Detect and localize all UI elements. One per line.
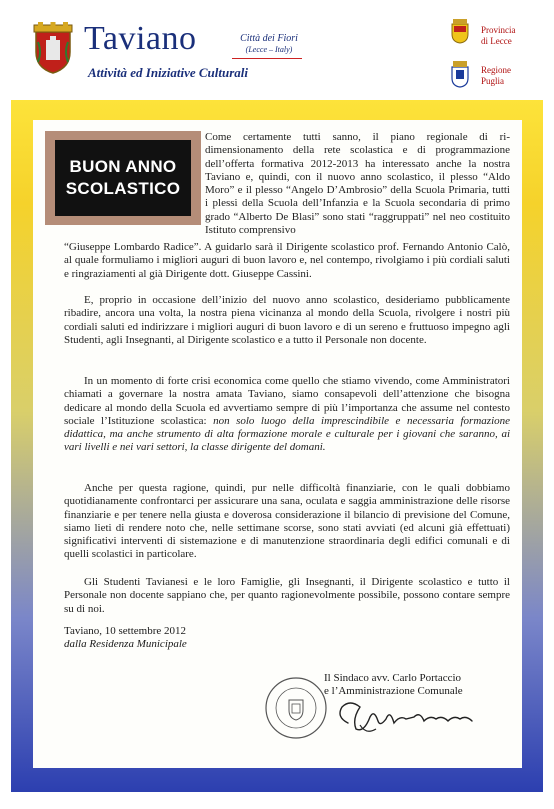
header-subtitle: Attività ed Iniziative Culturali <box>88 65 248 80</box>
paragraph-3-text: In un momento di forte crisi economica come quello che stiamo vivendo, come Amministratori chiamati a governare la nostra amata Taviano, siamo consapevoli dell’attenzione che bisogna dedicare al mondo della Scuola ed avvertiamo sempre di più l’importanza che assume nel contesto sociale l’Istituzione scolastica: <box>64 375 510 427</box>
paragraph-3 <box>64 375 510 455</box>
banner-image <box>45 131 201 225</box>
provincia-crest-icon <box>450 18 470 44</box>
banner-line-2: SCOLASTICO <box>65 179 181 198</box>
page-header <box>0 0 554 100</box>
header-divider <box>232 58 302 59</box>
paragraph-5: Gli Studenti Tavianesi e le loro Famiglie, gli Insegnanti, il Dirigente scolastico e tutto il Personale non docente sappiano che, per quanto ragionevolmente possibile, possono contare sempre su di noi. <box>64 576 510 615</box>
mayor-line: Il Sindaco avv. Carlo Portaccio <box>324 672 462 684</box>
provincia-label: Provincia di Lecce <box>481 25 516 46</box>
paragraph-4: Anche per questa ragione, quindi, pur nelle difficoltà finanziarie, con le quali dobbiamo quotidianamente confrontarci per assicurare una sana, oculata e saggia amministrazione delle risorse finanziarie e per tenere nella giusta e doverosa considerazione il bilancio di previsione del Comune, siamo lieti di rendere noto che, nelle settimane scorse, sono stati avviati (ed alcuni già effettuati) significativi interventi di sistemazione e di manutenzione straordinaria degli edifici comunali e di quelli scolastici in particolare. <box>64 482 510 561</box>
banner-line-1: BUON ANNO <box>69 157 177 176</box>
city-location: (Lecce – Italy) <box>245 45 293 54</box>
administration-line: e l’Amministrazione Comunale <box>324 685 463 697</box>
city-motto: Città dei Fiori <box>240 33 298 44</box>
date-line: Taviano, 10 settembre 2012 <box>64 625 187 637</box>
town-crest-icon <box>32 22 74 74</box>
paragraph-3-italic: non solo luogo della imprescindibile e necessaria formazione didattica, ma anche strumento di alta formazione morale e culturale per i giovani che saranno, ai vari livelli e nei vari settori, la classe dirigente del domani. <box>64 414 511 454</box>
mayor-handwritten-signature <box>330 695 500 740</box>
banner-chalkboard <box>55 140 191 216</box>
municipal-seal-icon <box>264 676 328 740</box>
paragraph-2: E, proprio in occasione dell’inizio del nuovo anno scolastico, desideriamo pubblicamente ribadire, ancora una volta, la nostra piena vicinanza al mondo della Scuola, rivolgere i nostri più cordiali saluti ed indirizzare i migliori auguri di buon lavoro e di un sereno e fruttuoso impegno agli Studenti, agli Insegnanti, al Dirigente scolastico e a tutto il Personale non docente. <box>64 294 510 346</box>
regione-label: Regione Puglia <box>481 65 511 86</box>
paragraph-1-bottom: “Giuseppe Lombardo Radice”. A guidarlo sarà il Dirigente scolastico prof. Fernando Antonio Calò, al quale formuliamo i migliori auguri di buon lavoro e, nel contempo, rivolgiamo i più cordiali saluti e ringraziamenti al già Dirigente dott. Giuseppe Cassini. <box>64 241 510 280</box>
regione-crest-icon <box>450 60 470 88</box>
date-place <box>64 625 187 651</box>
place-line: dalla Residenza Municipale <box>64 638 187 650</box>
paragraph-1-top: Come certamente tutti sanno, il piano regionale di ri-dimensionamento della rete scolastica e di programmazione dell’offerta formativa 2012-2013 ha interessato anche la nostra Taviano e, quindi, con il nuovo anno scolastico, il plesso “Aldo Moro” e il plesso “Angelo D’Ambrosio” della Scuola Primaria, tutti i plessi della Scuola dell’Infanzia e la Scuola secondaria di primo grado “Alberto De Blasi” sono stati “raggruppati” nel neo costituito Istituto comprensivo <box>205 131 510 237</box>
town-name: Taviano <box>84 20 197 57</box>
